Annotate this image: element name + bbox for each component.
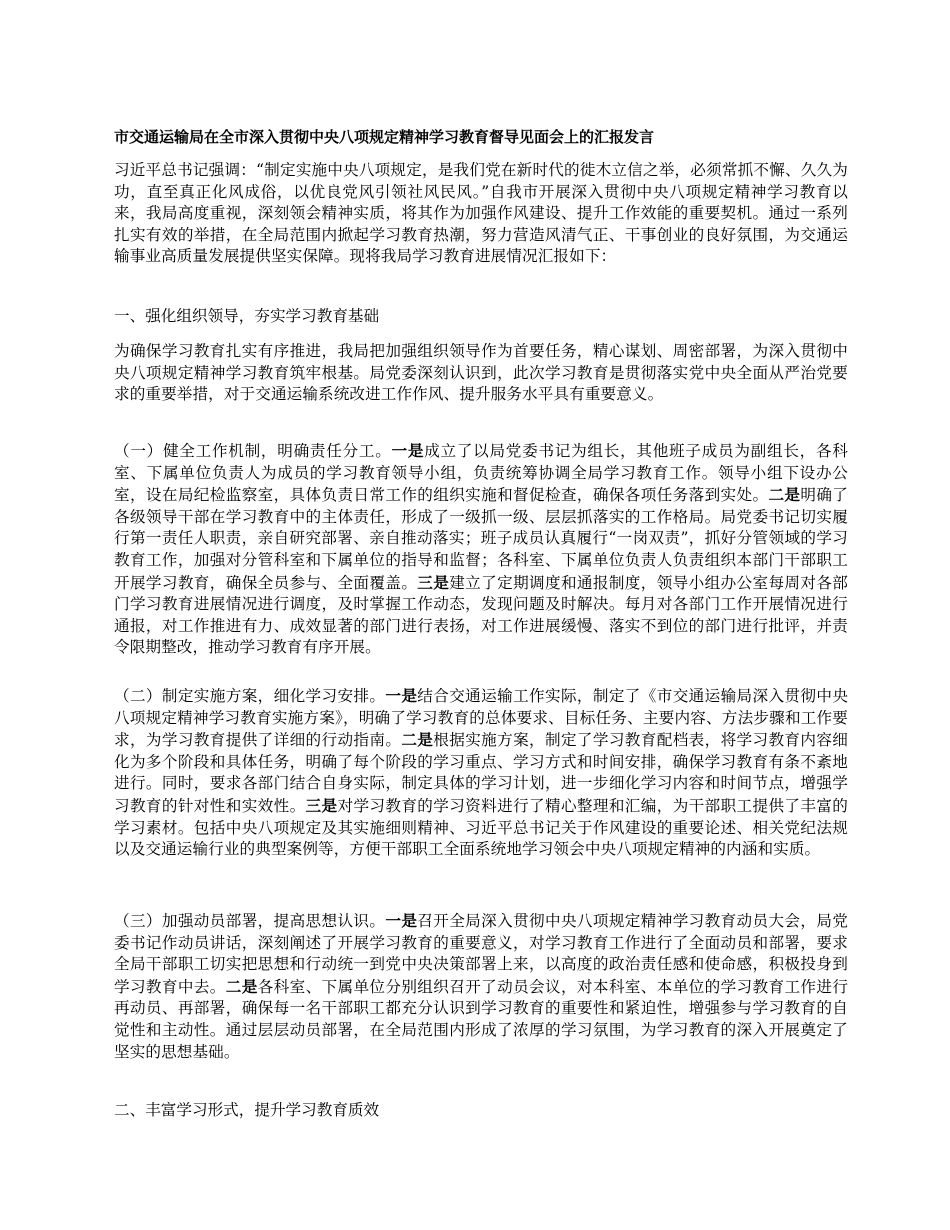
document-title: 市交通运输局在全市深入贯彻中央八项规定精神学习教育督导见面会上的汇报发言 [114,128,655,146]
subsection-1-keyword-1: 一是 [391,441,425,460]
subsection-1-keyword-3: 三是 [417,572,450,592]
subsection-1-text-a: （一）健全工作机制，明确责任分工。 [114,442,392,460]
section-1-lead-paragraph: 为确保学习教育扎实有序推进，我局把加强组织领导作为首要任务，精心谋划、周密部署，为深入贯彻中央八项规定精神学习教育筑牢根基。局党委深刻认识到，此次学习教育是贯彻落实党中央全面从严治党要求的重要举措，对于交通运输系统改进工作作风、提升服务水平具有重要意义。 [114,342,848,404]
subsection-1-paragraph [114,440,848,659]
section-1-heading: 一、强化组织领导，夯实学习教育基础 [114,307,380,325]
subsection-3-text-b: 召开全局深入贯彻中央八项规定精神学习教育动员大会，局党委书记作动员讲话，深刻阐述了开展学习教育的重要意义，对学习教育工作进行了全面动员和部署，要求全局干部职工切实把思想和行动统一到党中央决策部署上来，以高度的政治责任感和使命感，积极投身到学习教育中去。 [114,912,849,996]
subsection-2-text-a: （二）制定实施方案，细化学习安排。 [114,687,386,705]
subsection-3-text-c: 各科室、下属单位分别组织召开了动员会议，对本科室、本单位的学习教育工作进行再动员、再部署，确保每一名干部职工都充分认识到学习教育的重要性和紧迫性，增强参与学习教育的自觉性和主动性。通过层层动员部署，在全局范围内形成了浓厚的学习氛围，为学习教育的深入开展奠定了坚实的思想基础。 [114,977,849,1061]
subsection-1-text-c: 明确了各级领导干部在学习教育中的主体责任，形成了一级抓一级、层层抓落实的工作格局。局党委书记切实履行第一责任人职责，亲自研究部署、亲自推动落实；班子成员认真履行“一岗双责”，抓好分管领域的学习教育工作，加强对分管科室和下属单位的指导和监督；各科室、下属单位负责人负责组织本部门干部职工开展学习教育，确保全员参与、全面覆盖。 [114,486,848,592]
subsection-3-paragraph [114,910,848,1063]
subsection-2-paragraph [114,685,848,861]
subsection-2-text-c: 根据实施方案，制定了学习教育配档表，将学习教育内容细化为多个阶段和具体任务，明确了每个阶段的学习重点、学习方式和时间安排，确保学习教育有条不紊地进行。同时，要求各部门结合自身实际，制定具体的学习计划，进一步细化学习内容和时间节点，增强学习教育的针对性和实效性。 [114,731,849,815]
subsection-2-text-b: 结合交通运输工作实际，制定了《市交通运输局深入贯彻中央八项规定精神学习教育实施方案》，明确了学习教育的总体要求、目标任务、主要内容、方法步骤和工作要求，为学习教育提供了详细的行动指南。 [114,687,849,750]
subsection-2-keyword-3: 三是 [305,795,338,815]
subsection-1-text-b: 成立了以局党委书记为组长，其他班子成员为副组长，各科室、下属单位负责人为成员的学习教育领导小组，负责统筹协调全局学习教育工作。领导小组下设办公室，设在局纪检监察室，具体负责日常工作的组织实施和督促检查，确保各项任务落到实处。 [114,442,849,505]
subsection-1-keyword-2: 二是 [768,485,801,505]
subsection-2-text-d: 对学习教育的学习资料进行了精心整理和汇编，为干部职工提供了丰富的学习素材。包括中央八项规定及其实施细则精神、习近平总书记关于作风建设的重要论述、相关党纪法规以及交通运输行业的典型案例等，方便干部职工全面系统地学习领会中央八项规定精神的内涵和实质。 [114,796,849,859]
subsection-3-keyword-2: 二是 [225,976,258,996]
subsection-1-text-d: 建立了定期调度和通报制度，领导小组办公室每周对各部门学习教育进展情况进行调度，及时掌握工作动态，发现问题及时解决。每月对各部门工作开展情况进行通报，对工作推进有力、成效显著的部门进行表扬，对工作进展缓慢、落实不到位的部门进行批评，并责令限期整改，推动学习教育有序开展。 [114,573,848,657]
subsection-3-keyword-1: 一是 [385,911,418,930]
subsection-2-keyword-2: 二是 [401,730,434,750]
intro-paragraph: 习近平总书记强调：“制定实施中央八项规定，是我们党在新时代的徙木立信之举，必须常抓不懈、久久为功，直至真正化风成俗，以优良党风引领社风民风。”自我市开展深入贯彻中央八项规定精神学习教育以来，我局高度重视，深刻领会精神实质，将其作为加强作风建设、提升工作效能的重要契机。通过一系列扎实有效的举措，在全局范围内掀起学习教育热潮，努力营造风清气正、干事创业的良好氛围，为交通运输事业高质量发展提供坚实保障。现将我局学习教育进展情况汇报如下： [114,161,848,266]
section-2-heading: 二、丰富学习形式，提升学习教育质效 [114,1101,380,1119]
subsection-2-keyword-1: 一是 [385,686,418,705]
subsection-3-text-a: （三）加强动员部署，提高思想认识。 [114,912,386,930]
